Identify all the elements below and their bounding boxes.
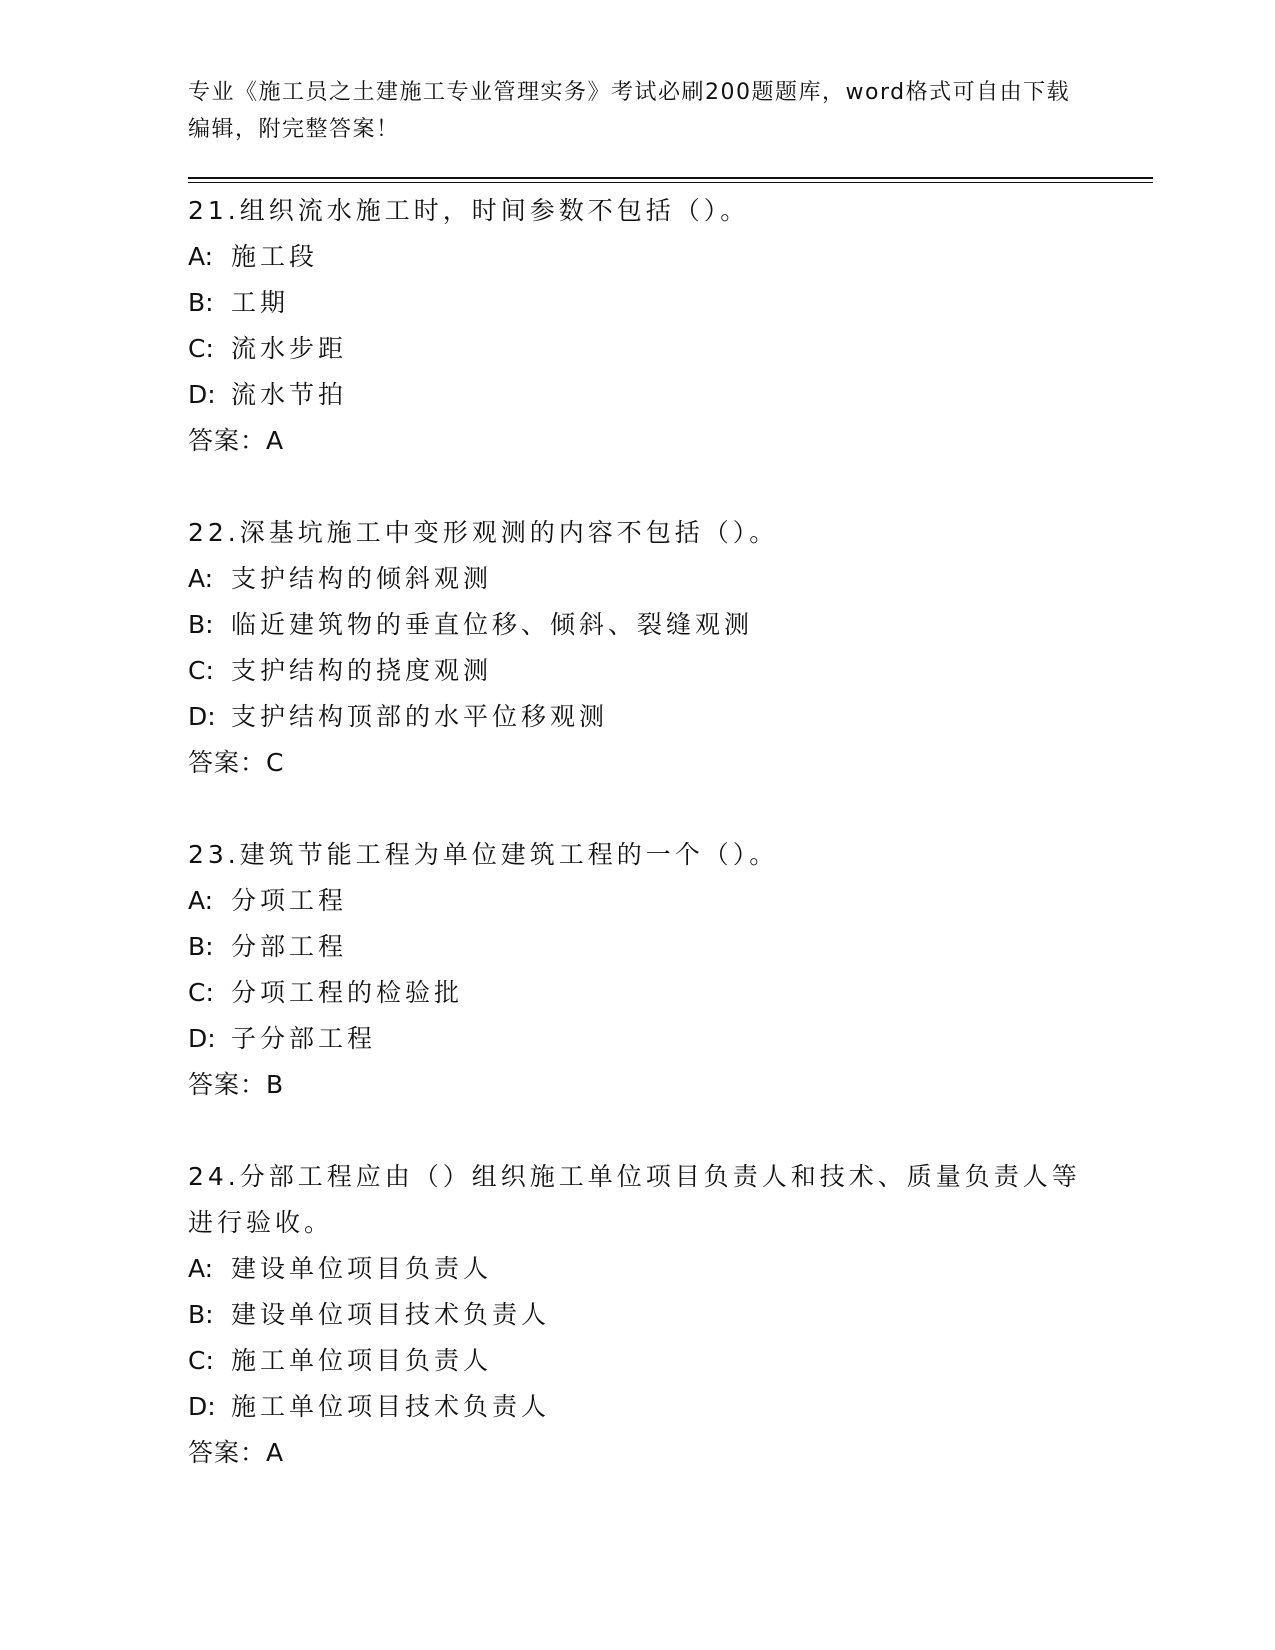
option-b <box>188 280 1088 326</box>
option-letter: C: <box>188 656 214 685</box>
question-stem: 21.组织流水施工时，时间参数不包括（）。 <box>188 196 750 225</box>
option-text: 流水步距 <box>231 334 348 363</box>
option-letter: A: <box>188 242 214 271</box>
option-letter: D: <box>188 380 216 409</box>
option-c <box>188 970 1088 1016</box>
option-text: 建设单位项目技术负责人 <box>231 1300 551 1329</box>
question-stem: 24.分部工程应由（）组织施工单位项目负责人和技术、质量负责人等进行验收。 <box>188 1162 1081 1237</box>
option-a <box>188 1246 1088 1292</box>
option-letter: A: <box>188 564 214 593</box>
option-b <box>188 924 1088 970</box>
option-text: 分项工程 <box>231 886 348 915</box>
option-a <box>188 878 1088 924</box>
option-letter: B: <box>188 1300 214 1329</box>
option-letter: C: <box>188 1346 214 1375</box>
question-23 <box>188 832 1088 1108</box>
option-text: 分项工程的检验批 <box>231 978 464 1007</box>
option-letter: B: <box>188 288 214 317</box>
option-letter: D: <box>188 702 216 731</box>
option-letter: C: <box>188 978 214 1007</box>
document-intro: 专业《施工员之土建施工专业管理实务》考试必刷200题题库，word格式可自由下载编辑，附完整答案！ <box>188 80 1071 142</box>
option-text: 支护结构顶部的水平位移观测 <box>231 702 609 731</box>
option-letter: A: <box>188 886 214 915</box>
option-b <box>188 602 1088 648</box>
question-21 <box>188 188 1088 464</box>
option-text: 施工单位项目负责人 <box>231 1346 493 1375</box>
option-text: 支护结构的倾斜观测 <box>231 564 493 593</box>
option-text: 支护结构的挠度观测 <box>231 656 493 685</box>
option-letter: D: <box>188 1392 216 1421</box>
header-divider-thick <box>188 177 1153 179</box>
option-c <box>188 326 1088 372</box>
answer-line: 答案：C <box>188 748 285 777</box>
answer-line: 答案：B <box>188 1070 285 1099</box>
option-text: 施工段 <box>231 242 319 271</box>
option-b <box>188 1292 1088 1338</box>
question-24 <box>188 1154 1088 1476</box>
option-letter: D: <box>188 1024 216 1053</box>
option-d <box>188 1384 1088 1430</box>
option-text: 临近建筑物的垂直位移、倾斜、裂缝观测 <box>231 610 754 639</box>
option-text: 分部工程 <box>231 932 348 961</box>
option-letter: C: <box>188 334 214 363</box>
answer-line: 答案：A <box>188 1438 285 1467</box>
option-text: 子分部工程 <box>231 1024 377 1053</box>
option-letter: B: <box>188 610 214 639</box>
question-list <box>188 188 1088 1522</box>
question-stem: 22.深基坑施工中变形观测的内容不包括（）。 <box>188 518 779 547</box>
option-d <box>188 1016 1088 1062</box>
option-a <box>188 234 1088 280</box>
option-text: 流水节拍 <box>231 380 348 409</box>
question-22 <box>188 510 1088 786</box>
option-d <box>188 694 1088 740</box>
option-letter: A: <box>188 1254 214 1283</box>
answer-line: 答案：A <box>188 426 285 455</box>
question-stem: 23.建筑节能工程为单位建筑工程的一个（）。 <box>188 840 779 869</box>
option-c <box>188 1338 1088 1384</box>
option-text: 建设单位项目负责人 <box>231 1254 493 1283</box>
option-a <box>188 556 1088 602</box>
option-c <box>188 648 1088 694</box>
option-text: 工期 <box>231 288 290 317</box>
option-letter: B: <box>188 932 214 961</box>
option-d <box>188 372 1088 418</box>
option-text: 施工单位项目技术负责人 <box>231 1392 551 1421</box>
header-divider-thin <box>188 182 1153 183</box>
